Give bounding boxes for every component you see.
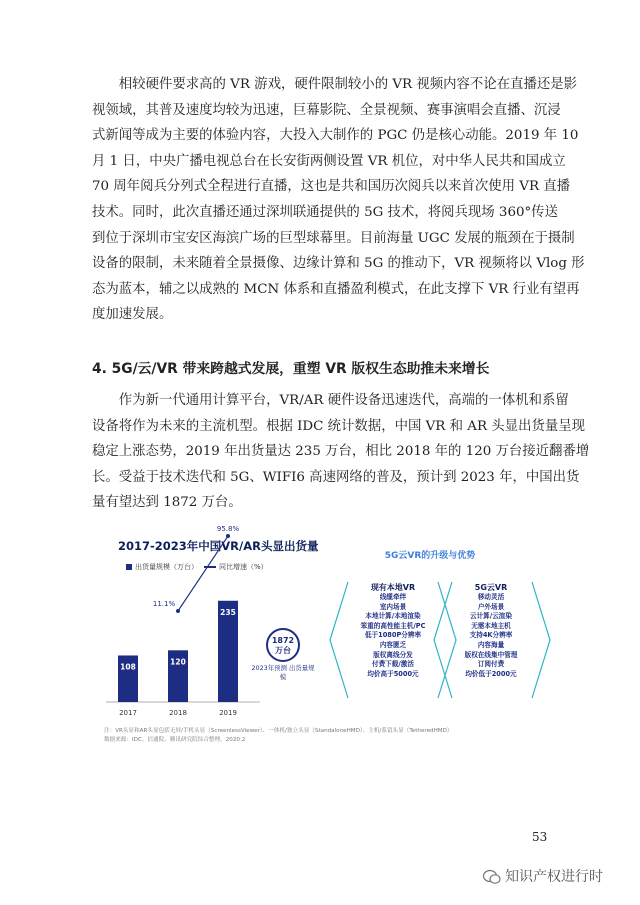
- paragraph1-line: 式新闻等成为主要的体验内容，大投入大制作的 PGC 仍是核心动能。2019 年 10: [92, 128, 579, 144]
- vr-list-item: 户外场景: [477, 602, 505, 611]
- paragraph2-line: 作为新一代通用计算平台，VR/AR 硬件设备迅速迭代，高端的一体机和系留: [118, 393, 569, 408]
- page-number: 53: [532, 830, 548, 844]
- cloud-vr-title: 5G云VR: [474, 583, 508, 592]
- bar-value-label: 235: [220, 607, 236, 617]
- growth-label: 11.1%: [152, 599, 176, 608]
- x-tick-label: 2019: [219, 709, 237, 717]
- forecast-note: 2023年预测 出货量规模: [251, 664, 315, 681]
- vr-list-item: 均价低于2000元: [465, 669, 517, 678]
- vr-list-item: 本地计算/本地渲染: [365, 612, 421, 621]
- legend-shipments-label: 出货量规模（万台）: [135, 563, 198, 571]
- paragraph1-line: 相较硬件要求高的 VR 游戏，硬件限制较小的 VR 视频内容不论在直播还是影: [118, 77, 578, 92]
- x-tick-label: 2017: [119, 709, 137, 717]
- watermark: [483, 866, 603, 886]
- paragraph1-line: 到位于深圳市宝安区海滨广场的巨型球幕里。目前海量 UGC 发展的瓶颈在于摄制: [92, 230, 575, 246]
- paragraph1-line: 度加速发展。: [92, 307, 173, 323]
- paragraph1-line: 设备的限制，未来随着全景摄像、边缘计算和 5G 的推动下，VR 视频将以 Vlog 形: [92, 256, 585, 272]
- vr-list-item: 低于1080P分辨率: [364, 631, 422, 640]
- growth-label: 95.8%: [216, 525, 240, 534]
- vr-list-item: 无需本地主机: [471, 621, 511, 630]
- x-tick-label: 2018: [169, 709, 187, 717]
- vr-list-item: 云计算/云渲染: [470, 612, 512, 621]
- vr-list-item: 均价高于5000元: [367, 669, 419, 678]
- cloud-vr-list: [436, 593, 546, 679]
- paragraph2-line: 长。受益于技术迭代和 5G、WIFI6 高速网络的普及，预计到 2023 年，中国出货: [92, 469, 580, 485]
- paragraph1-line: 视领域，其普及速度均较为迅速，巨幕影院、全景视频、赛事演唱会直播、沉浸: [92, 102, 561, 118]
- vr-list-item: 版权在线集中管理: [464, 650, 518, 659]
- paragraph1-line: 技术。同时，此次直播还通过深圳联通提供的 5G 技术，将阅兵现场 360°传送: [92, 204, 558, 220]
- local-vr-panel: [338, 582, 448, 679]
- cloud-vr-panel: [436, 582, 546, 679]
- vr-list-item: 线缆牵绊: [379, 593, 407, 601]
- paragraph-vr-video: [92, 72, 585, 328]
- local-vr-list: [338, 593, 448, 679]
- chart-footnote-2: 数据来源：IDC、信通院、腾讯研究院综合整理，2020.2: [104, 737, 246, 743]
- vr-list-item: 订阅付费: [477, 660, 505, 669]
- paragraph1-line: 月 1 日，中央广播电视总台在长安街两侧设置 VR 机位，对中华人民共和国成立: [92, 153, 566, 169]
- vr-list-item: 支持4K分辨率: [469, 631, 513, 640]
- vr-list-item: 版权离线分发: [373, 650, 413, 659]
- vr-list-item: 移动灵活: [477, 593, 505, 601]
- watermark-text: 知识产权进行时: [505, 869, 603, 885]
- vr-list-item: 付费下载/激活: [372, 660, 414, 669]
- forecast-badge-text: 1872 万台: [271, 636, 295, 655]
- section-heading: 4. 5G/云/VR 带来跨越式发展，重塑 VR 版权生态助推未来增长: [92, 361, 490, 377]
- vr-list-item: 内容匮乏: [379, 640, 407, 649]
- local-vr-title: 现有本地VR: [370, 583, 416, 592]
- paragraph1-line: 态为蓝本，辅之以成熟的 MCN 体系和直播盈利模式，在此支撑下 VR 行业有望再: [92, 281, 580, 297]
- figure-vr-shipments: [100, 525, 540, 750]
- chart-title: 2017-2023年中国VR/AR头显出货量: [118, 539, 319, 553]
- upgrade-diagram-title: 5G云VR的升级与优势: [384, 551, 476, 561]
- chart-footnote-1: 注：VR头显和AR头显包括无屏/手机头显（ScreenlessViewer）、一体机/独立头显（StandaloneHMD）、主机/系留头显（TetheredHMD）: [104, 728, 453, 734]
- paragraph-vr-hardware: [92, 388, 590, 516]
- paragraph1-line: 70 周年阅兵分列式全程进行直播，这也是共和国历次阅兵以来首次使用 VR 直播: [92, 179, 571, 195]
- wechat-icon: [483, 869, 501, 885]
- legend-growth-label: 同比增速（%）: [219, 563, 268, 571]
- vr-list-item: 笨重的高性能主机/PC: [360, 621, 426, 630]
- bar-value-label: 108: [120, 662, 136, 672]
- bar-value-label: 120: [170, 657, 186, 667]
- paragraph2-line: 稳定上涨态势，2019 年出货量达 235 万台，相比 2018 年的 120 万台接近翻番增: [92, 444, 590, 460]
- paragraph2-line: 设备将作为未来的主流机型。根据 IDC 统计数据，中国 VR 和 AR 头显出货量呈现: [92, 418, 586, 434]
- paragraph2-line: 量有望达到 1872 万台。: [92, 495, 242, 511]
- vr-list-item: 室内场景: [379, 602, 407, 611]
- vr-list-item: 内容海量: [477, 640, 505, 649]
